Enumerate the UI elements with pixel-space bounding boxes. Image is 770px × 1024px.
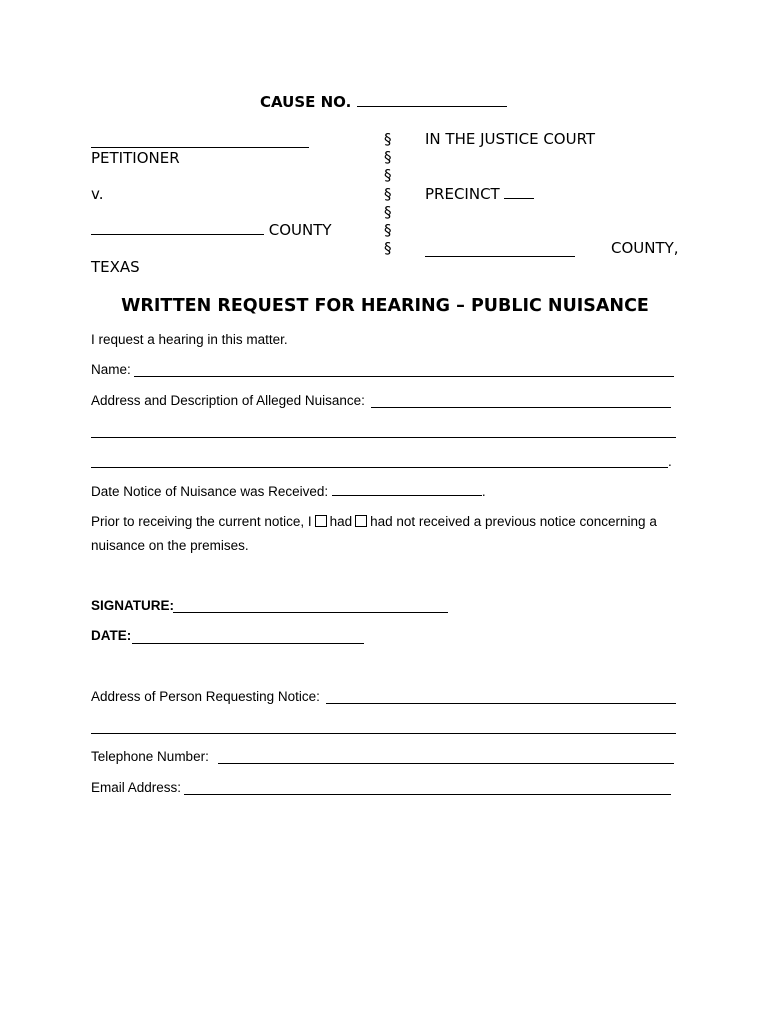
precinct-line xyxy=(425,185,534,203)
section-symbol: § xyxy=(384,148,392,167)
email-label: Email Address: xyxy=(91,780,182,795)
address-description-line-2[interactable] xyxy=(91,437,676,438)
date-label: DATE: xyxy=(91,628,132,643)
versus-label: v. xyxy=(91,185,104,203)
date-notice-field[interactable] xyxy=(332,495,482,496)
section-symbol: § xyxy=(384,239,392,258)
name-field[interactable] xyxy=(134,376,674,377)
section-symbol: § xyxy=(384,166,392,185)
county-right-label: COUNTY, xyxy=(611,239,679,257)
petitioner-label: PETITIONER xyxy=(91,149,180,167)
address-person-label: Address of Person Requesting Notice: xyxy=(91,689,320,704)
prior-notice-line-1 xyxy=(91,514,657,529)
county-blank[interactable] xyxy=(91,234,264,235)
signature-label: SIGNATURE: xyxy=(91,598,174,613)
cause-number-line xyxy=(260,93,507,111)
section-symbol: § xyxy=(384,202,392,221)
name-label: Name: xyxy=(91,362,131,377)
section-symbol: § xyxy=(384,130,392,148)
intro-text: I request a hearing in this matter. xyxy=(91,332,288,347)
precinct-blank[interactable] xyxy=(504,198,534,199)
telephone-label: Telephone Number: xyxy=(91,749,209,764)
state-label: TEXAS xyxy=(91,258,140,276)
line-end-period: . xyxy=(668,454,672,469)
signature-field[interactable] xyxy=(173,612,448,613)
address-description-field[interactable] xyxy=(371,407,671,408)
date-notice-period: . xyxy=(481,484,486,499)
date-notice-label: Date Notice of Nuisance was Received: xyxy=(91,484,329,499)
had-checkbox[interactable] xyxy=(315,515,327,527)
precinct-label: PRECINCT xyxy=(425,185,500,203)
section-symbol-column xyxy=(384,130,392,257)
county-line xyxy=(91,221,332,239)
address-description-line-3[interactable] xyxy=(91,467,668,468)
county-label: COUNTY xyxy=(268,221,332,239)
had-not-checkbox[interactable] xyxy=(355,515,367,527)
court-label: IN THE JUSTICE COURT xyxy=(425,130,596,148)
had-not-label: had not received a previous notice concerning a xyxy=(370,514,657,529)
telephone-field[interactable] xyxy=(218,763,674,764)
county-right-blank[interactable] xyxy=(425,256,575,257)
had-label: had xyxy=(329,514,353,529)
section-symbol: § xyxy=(384,184,392,203)
document-title: WRITTEN REQUEST FOR HEARING – PUBLIC NUISANCE xyxy=(121,296,649,316)
email-field[interactable] xyxy=(184,794,671,795)
address-person-field[interactable] xyxy=(326,703,676,704)
petitioner-blank[interactable] xyxy=(91,147,309,148)
address-description-label: Address and Description of Alleged Nuisance: xyxy=(91,393,365,408)
cause-number-field[interactable] xyxy=(357,106,507,107)
prior-notice-text: Prior to receiving the current notice, I xyxy=(91,514,312,529)
section-symbol: § xyxy=(384,220,392,239)
date-field[interactable] xyxy=(132,643,364,644)
address-person-line-2[interactable] xyxy=(91,733,676,734)
cause-number-label: CAUSE NO. xyxy=(260,93,352,111)
prior-notice-line-2: nuisance on the premises. xyxy=(91,538,249,553)
date-notice-line xyxy=(91,484,486,499)
